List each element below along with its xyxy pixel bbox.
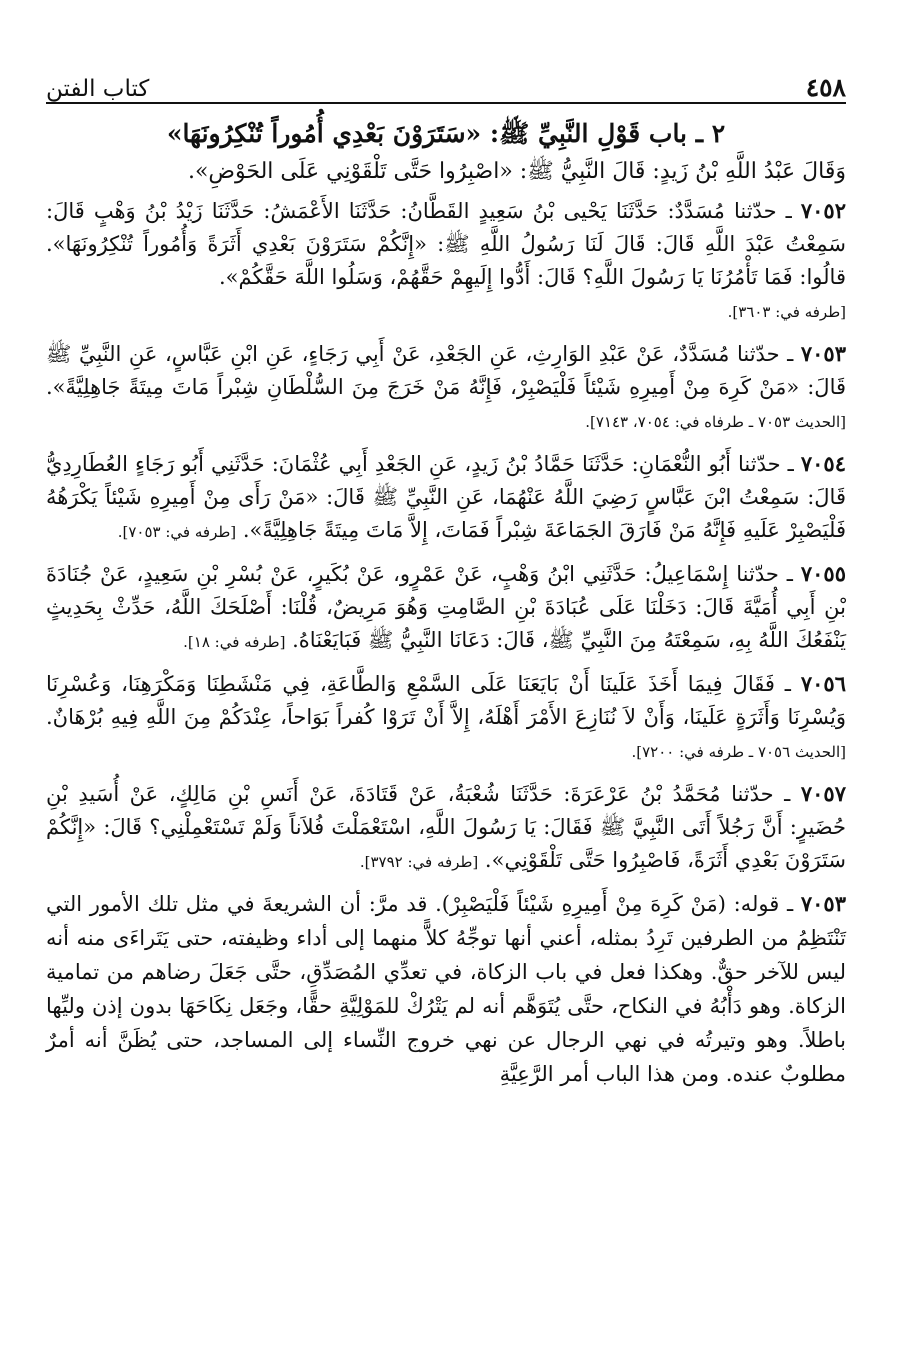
hadith-number: ٧٠٥٦ <box>800 671 846 696</box>
book-title: كتاب الفتن <box>46 76 150 102</box>
hadith-7053 <box>46 337 846 439</box>
hadith-reference: [طرفه في: ٣٦٠٣]. <box>727 303 846 321</box>
chapter-intro: وَقَالَ عَبْدُ اللَّهِ بْنُ زَيدٍ: قَالَ النَّبِيُّ ﷺ: «اصْبِرُوا حَتَّى تَلْقَوْنِي عَلَى الحَوْضِ». <box>187 159 846 184</box>
hadith-reference: [طرفه في: ١٨]. <box>183 633 286 651</box>
commentary <box>46 887 846 1091</box>
hadith-reference: [الحديث ٧٠٥٦ ـ طرفه في: ٧٢٠٠]. <box>631 743 846 761</box>
hadith-7056 <box>46 667 846 769</box>
commentary-text: ـ قوله: (مَنْ كَرِهَ مِنْ أَمِيرِهِ شَيْئاً فَلْيَصْبِرْ). قد مرَّ: أن الشريعةَ في مثل تلك الأمور التي تَنْتَظِمُ من الطرفين تَرِدُ بمثله، أعني أنها توجِّهُ كلاًّ منهما إلى أداء وظيفته، حتى يَتَراءَى منه أنه ليس للآخر حقٌّ. وهكذا فعل في باب الزكاة، في تعدِّي المُصَدِّقِ، حتَّى جَعَلَ رضاهم من تمامية الزكاة. وهو دَأْبُهُ في النكاح، حتَّى يُتَوَهَّم أنه لم يَتْرُكْ للمَوْلِيَّةِ حقًّا، وجَعَل نِكَاحَهَا بدون إذن وليِّها باطلاً. وهو وتيرتُه في نهي الرجال عن نهي خروج النِّساء إلى المساجد، حتى يُظَنَّ أنه أمرٌ مطلوبٌ عنده. ومن هذا الباب أمر الرَّعِيَّةِ <box>46 892 846 1086</box>
hadith-text: ـ حدّثنا مُسَدَّدٌ: حَدَّثَنَا يَحْيى بْنُ سَعِيدٍ القَطَّانُ: حَدَّثَنَا الأَعْمَشُ: حَدَّثَنَا زَيْدُ بْنُ وَهْبٍ قَالَ: سَمِعْتُ عَبْدَ اللَّهِ قَالَ: قَالَ لَنَا رَسُولُ اللَّهِ ﷺ: «إِنَّكُمْ سَتَرَوْنَ بَعْدِي أَثَرَةً وَأُمُوراً تُنْكِرُونَهَا». قالُوا: فَمَا تَأْمُرُنَا يَا رَسُولَ اللَّهِ؟ قَالَ: أَدُّوا إِلَيهِمْ حَقَّهُمْ، وَسَلُوا اللَّهَ حَقَّكُمْ». <box>46 199 846 289</box>
page-number: ٤٥٨ <box>805 73 846 102</box>
hadith-7052 <box>46 194 846 329</box>
hadith-text: ـ حدّثنا أَبُو النُّعْمَانِ: حَدَّثَنَا حَمَّادُ بْنُ زَيدٍ، عَنِ الجَعْدِ أَبِي عُثْمَانَ: حَدَّثَنِي أَبُو رَجَاءٍ العُطَارِدِيُّ قَالَ: سَمِعْتُ ابْنَ عَبَّاسٍ رَضِيَ اللَّهُ عَنْهُمَا، عَنِ النَّبِيِّ ﷺ قَالَ: «مَنْ رَأَى مِنْ أَمِيرِهِ شَيْئاً يَكْرَهُهُ فَلْيَصْبِرْ عَلَيهِ فَإِنَّهُ مَنْ فَارَقَ الجَمَاعَةَ شِبْراً فَمَاتَ، إِلاَّ مَاتَ مِيتَةً جَاهِلِيَّةً». <box>46 452 846 542</box>
hadith-text: ـ حدّثنا مُسَدَّدٌ، عَنْ عَبْدِ الوَارِثِ، عَنِ الجَعْدِ، عَنْ أَبِي رَجَاءٍ، عَنِ ابْنِ عَبَّاسٍ، عَنِ النَّبِيِّ ﷺ قَالَ: «مَنْ كَرِهَ مِنْ أَمِيرِهِ شَيْئاً فَلْيَصْبِرْ، فَإِنَّهُ مَنْ خَرَجَ مِنَ السُّلْطَانِ شِبْراً مَاتَ مِيتَةً جَاهِلِيَّةً». <box>46 342 846 399</box>
hadith-number: ٧٠٥٣ <box>800 341 846 366</box>
page-header <box>46 58 846 104</box>
chapter-title: ٢ ـ باب قَوْلِ النَّبِيِّ ﷺ: «سَتَرَوْنَ بَعْدِي أُمُوراً تُنْكِرُونَهَا» <box>166 119 726 148</box>
hadith-text: ـ فَقَالَ فِيمَا أَخَذَ عَلَينَا أَنْ بَايَعَنَا عَلَى السَّمْعِ وَالطَّاعَةِ، فِي مَنْشَطِنَا وَمَكْرَهِنَا، وَعُسْرِنَا وَيُسْرِنَا وَأَثَرَةٍ عَلَينَا، وَأَنْ لاَ نُنَازِعَ الأَمْرَ أَهْلَهُ، إِلاَّ أَنْ تَرَوْا كُفراً بَوَاحاً، عِنْدَكُمْ مِنَ اللَّهِ فِيهِ بُرْهَانٌ. <box>46 672 846 729</box>
hadith-7054 <box>46 447 846 549</box>
hadith-number: ٧٠٥٤ <box>800 451 846 476</box>
hadith-text: ـ حدّثنا مُحَمَّدُ بْنُ عَرْعَرَةَ: حَدَّثَنَا شُعْبَةُ، عَنْ قَتَادَةَ، عَنْ أَنَسِ بْنِ مَالِكٍ، عَنْ أُسَيدِ بْنِ حُضَيرٍ: أَنَّ رَجُلاً أَتَى النَّبِيَّ ﷺ فَقَالَ: يَا رَسُولَ اللَّهِ، اسْتَعْمَلْتَ فُلاَناً وَلَمْ تَسْتَعْمِلْنِي؟ قَالَ: «إِنَّكُمْ سَتَرَوْنَ بَعْدِي أَثَرَةً، فَاصْبِرُوا حَتَّى تَلْقَوْنِي». <box>46 782 846 872</box>
hadith-7055 <box>46 557 846 659</box>
hadith-reference: [الحديث ٧٠٥٣ ـ طرفاه في: ٧٠٥٤، ٧١٤٣]. <box>585 413 846 431</box>
hadith-text: ـ حدّثنا إِسْمَاعِيلُ: حَدَّثَنِي ابْنُ وَهْبٍ، عَنْ عَمْرٍو، عَنْ بُكَيرٍ، عَنْ بُسْرِ بْنِ سَعِيدٍ، عَنْ جُنَادَةَ بْنِ أَبِي أُمَيَّةَ قَالَ: دَخَلْنَا عَلَى عُبَادَةَ بْنِ الصَّامِتِ وَهُوَ مَرِيضٌ، قُلْنَا: أَصْلَحَكَ اللَّهُ، حَدِّثْ بِحَدِيثٍ يَنْفَعُكَ اللَّهُ بِهِ، سَمِعْتَهُ مِنَ النَّبِيِّ ﷺ، قَالَ: دَعَانَا النَّبِيُّ ﷺ فَبَايَعْنَاهُ. <box>46 562 846 652</box>
hadith-reference: [طرفه في: ٣٧٩٢]. <box>359 853 479 871</box>
hadith-number: ٧٠٥٧ <box>800 781 846 806</box>
hadith-7057 <box>46 777 846 879</box>
commentary-number: ٧٠٥٣ <box>800 891 846 916</box>
hadith-reference: [طرفه في: ٧٠٥٣]. <box>117 523 237 541</box>
hadith-number: ٧٠٥٥ <box>800 561 846 586</box>
hadith-number: ٧٠٥٢ <box>800 198 846 223</box>
